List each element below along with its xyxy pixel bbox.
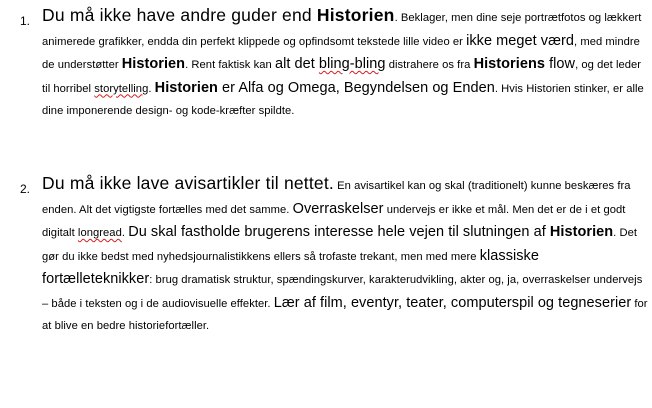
text-run: ikke meget værd [466,32,575,49]
text-run: Overraskelser [292,200,384,217]
text-run: . Beklager, men dine seje portrætfotos og lækkert animerede grafikker, endda din perfekt klippede og opfindsomt tekstede lille video er [42,12,642,48]
text-run: er Alfa og Omega, Begyndelsen og Enden [217,79,495,96]
text-run: storytelling [94,82,149,95]
text-run: Du skal fastholde brugerens interesse hele vejen til slutningen af [128,224,550,240]
text-run: Historien [316,5,395,25]
list-item-text [42,4,648,123]
text-run: Historiens [473,56,545,72]
list-number: 2. [20,182,31,196]
text-run: Historien [549,224,614,240]
text-run: . [148,82,155,95]
text-run: Historien [154,79,218,96]
text-run: En avisartikel kan og skal (traditionelt) kunne beskæres fra enden. Alt det vigtigste fortælles med det samme. [42,180,631,216]
text-run: Lær af film, eventyr, teater, computerspil og tegneserier [273,294,632,311]
text-run: . Det gør du ikke bedst med nyhedsjournalistikkens ellers så trofaste trekant, men med mere [42,227,638,263]
list-number: 1. [20,14,31,28]
text-run: alt det [274,56,319,72]
text-run: , og det leder til horribel [42,59,642,95]
text-run: bling-bling [318,56,386,72]
text-run: longread [77,227,122,239]
text-run: distrahere os fra [385,59,474,71]
text-run: . Rent faktisk kan [185,59,275,71]
text-run: for at blive en bedre historiefortæller. [42,297,648,332]
text-run: . Hvis Historien stinker, er alle dine imponerende design- og kode-kræfter spildte. [42,82,644,117]
text-run: Du må ikke have andre guder end [42,5,317,25]
text-run: klassiske fortælleteknikker [42,247,539,287]
text-run: undervejs er ikke et mål. Men det er de i et godt digitalt [42,203,626,239]
text-run: Du må ikke lave avisartikler til nettet. [42,173,334,193]
text-run: : brug dramatisk struktur, spændingskurver, karakterudvikling, akter og, ja, overraskelser undervejs – både i teksten og i de audiovisuelle effekter. [42,274,643,310]
text-run: flow [544,56,576,72]
text-run: Historien [121,56,186,72]
list-item-text [42,172,648,338]
text-run: , med mindre de understøtter [42,35,640,71]
text-run: . [121,227,129,239]
